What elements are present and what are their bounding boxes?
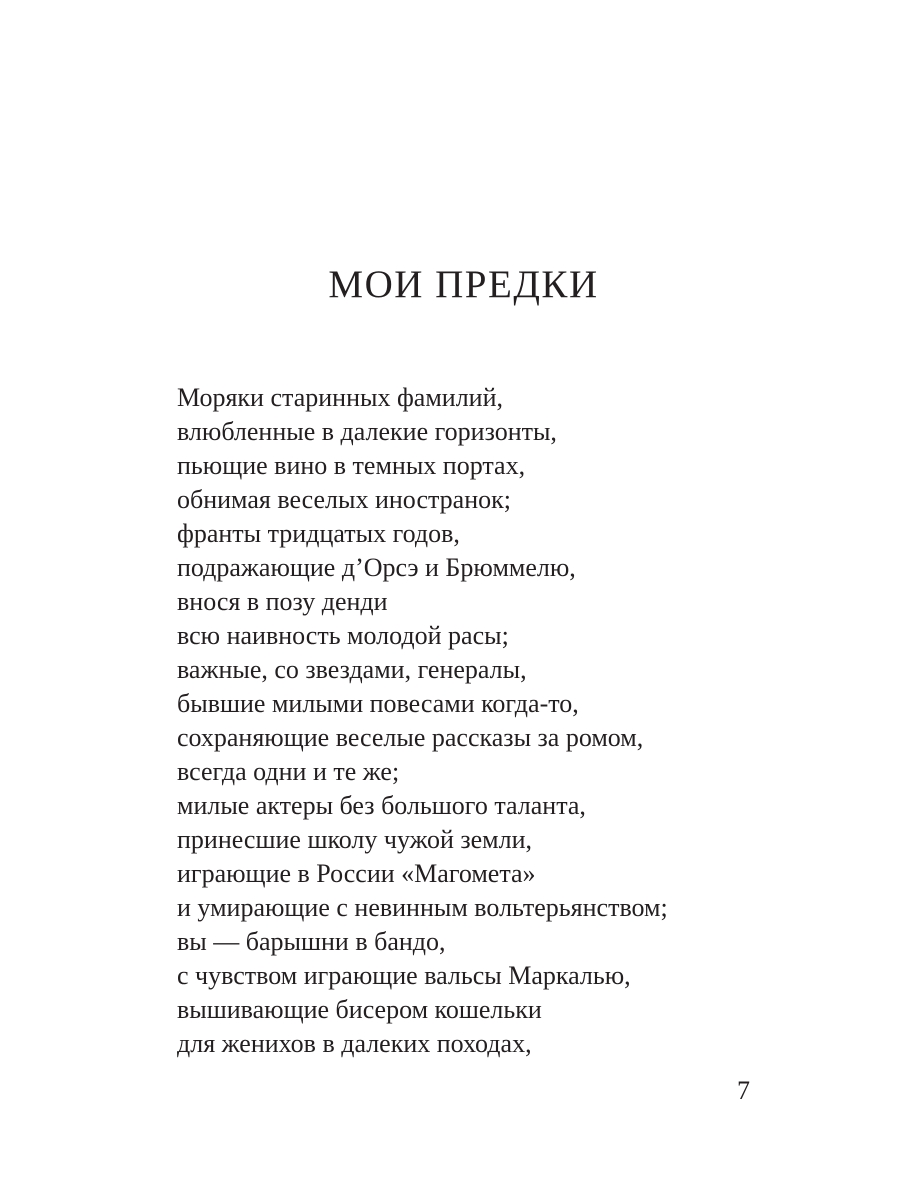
page-number: 7	[737, 1076, 750, 1105]
poem-line: и умирающие с невинным вольтерьянством;	[177, 893, 668, 922]
poem-line: важные, со звездами, генералы,	[177, 655, 527, 684]
poem-line: внося в позу денди	[177, 587, 388, 616]
poem-line: пьющие вино в темных портах,	[177, 451, 526, 480]
poem-line: Моряки старинных фамилий,	[177, 383, 504, 412]
poem-title: МОИ ПРЕДКИ	[328, 263, 599, 306]
poem-line: франты тридцатых годов,	[177, 519, 460, 548]
poem-body	[177, 381, 668, 1061]
poem-line: вышивающие бисером кошельки	[177, 995, 542, 1024]
poem-line: обнимая веселых иностранок;	[177, 485, 511, 514]
poem-line: для женихов в далеких походах,	[177, 1029, 532, 1058]
poem-line: всегда одни и те же;	[177, 757, 400, 786]
poem-line: принесшие школу чужой земли,	[177, 825, 533, 854]
poem-line: бывшие милыми повесами когда-то,	[177, 689, 579, 718]
poem-line: всю наивность молодой расы;	[177, 621, 509, 650]
poem-line: влюбленные в далекие горизонты,	[177, 417, 557, 446]
poem-line: милые актеры без большого таланта,	[177, 791, 586, 820]
poem-line: подражающие д’Орсэ и Брюммелю,	[177, 553, 576, 582]
poem-line: играющие в России «Магомета»	[177, 859, 536, 888]
poem-line: вы — барышни в бандо,	[177, 927, 446, 956]
poem-line: сохраняющие веселые рассказы за ромом,	[177, 723, 644, 752]
poem-line: с чувством играющие вальсы Маркалью,	[177, 961, 631, 990]
